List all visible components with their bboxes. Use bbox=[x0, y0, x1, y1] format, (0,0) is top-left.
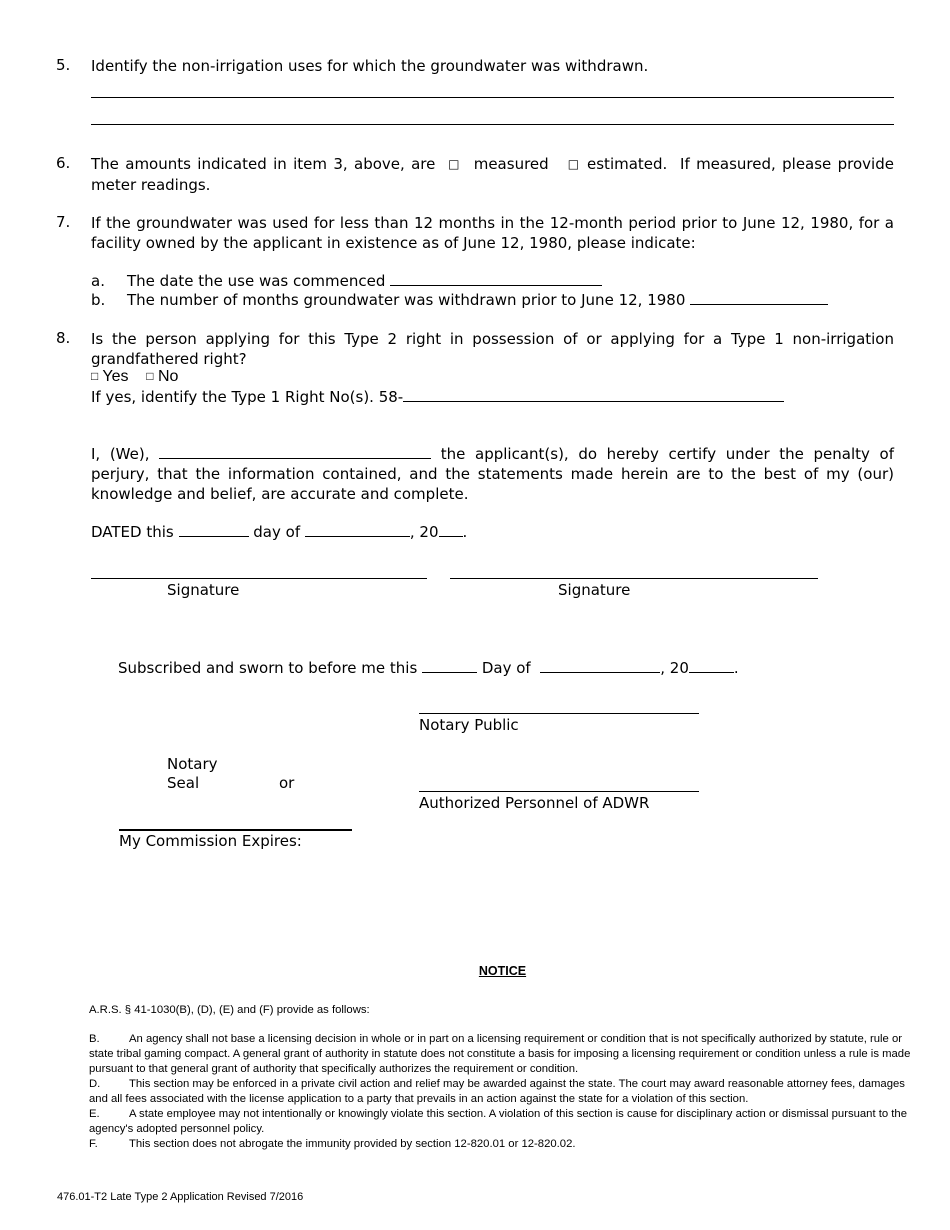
notice-item-f bbox=[89, 1137, 916, 1152]
item-7a-text: The date the use was commenced bbox=[127, 272, 386, 290]
item-7a bbox=[91, 271, 602, 291]
item-6-number: 6. bbox=[56, 154, 71, 172]
no-checkbox[interactable]: □ bbox=[146, 369, 154, 383]
date-commenced-field[interactable] bbox=[390, 271, 602, 286]
months-withdrawn-field[interactable] bbox=[690, 290, 828, 305]
notice-item-d-text: This section may be enforced in a private civil action and relief may be awarded against the state. The court may award reasonable attorney fees, damages and all fees associated with the license application to a party that prevails in an action against the state for a violation of this section. bbox=[89, 1078, 905, 1105]
measured-checkbox[interactable]: □ bbox=[448, 157, 462, 171]
no-label: No bbox=[158, 368, 179, 385]
dated-year-prefix: , 20 bbox=[409, 523, 439, 541]
notice-item-d-label: D. bbox=[89, 1078, 101, 1090]
certification-statement bbox=[91, 444, 894, 504]
item-7-number: 7. bbox=[56, 213, 71, 231]
item-7b bbox=[91, 290, 828, 310]
notice-title: NOTICE bbox=[478, 964, 527, 978]
signature-label-2: Signature bbox=[558, 581, 631, 599]
cert-post: the applicant(s), do hereby certify under the penalty of perjury, that the information contained, and the statements made herein are to the best of my (our) knowledge and belief, are accurate and complete. bbox=[91, 445, 894, 503]
item-7b-label: b. bbox=[91, 291, 106, 309]
dated-pre: DATED this bbox=[91, 523, 174, 541]
sworn-mid: Day of bbox=[481, 659, 531, 677]
dated-month-field[interactable] bbox=[305, 522, 410, 537]
form-footer: 476.01-T2 Late Type 2 Application Revised 7/2016 bbox=[57, 1191, 304, 1203]
type1-right-label: If yes, identify the Type 1 Right No(s). 58- bbox=[91, 388, 404, 406]
item-7-question: If the groundwater was used for less than 12 months in the 12-month period prior to June 12, 1980, for a facility owned by the applicant in existence as of June 12, 1980, please indicate: bbox=[91, 214, 894, 252]
commission-label: My Commission Expires: bbox=[119, 832, 302, 850]
dated-year-field[interactable] bbox=[439, 522, 463, 537]
item-6-question bbox=[91, 154, 894, 195]
dated-mid: day of bbox=[253, 523, 301, 541]
notice-item-e bbox=[89, 1107, 916, 1137]
sworn-year-field[interactable] bbox=[689, 658, 734, 673]
applicant-name-field[interactable] bbox=[159, 444, 431, 459]
adwr-line[interactable] bbox=[419, 791, 699, 792]
notary-seal-line2: Seal bbox=[167, 774, 200, 792]
item-5-answer-line-2[interactable] bbox=[91, 124, 894, 125]
dated-row bbox=[91, 522, 467, 542]
dated-end: . bbox=[462, 523, 468, 541]
estimated-label: estimated. bbox=[587, 155, 668, 173]
sworn-day-field[interactable] bbox=[422, 658, 477, 673]
type1-right-row bbox=[91, 387, 784, 407]
yes-checkbox[interactable]: □ bbox=[91, 369, 99, 383]
measured-label: measured bbox=[473, 155, 549, 173]
notary-public-line[interactable] bbox=[419, 713, 699, 714]
item-7b-text: The number of months groundwater was withdrawn prior to June 12, 1980 bbox=[127, 291, 686, 309]
item-5-question: Identify the non-irrigation uses for which the groundwater was withdrawn. bbox=[91, 57, 649, 75]
notary-seal-line1: Notary bbox=[167, 755, 218, 773]
notice-item-f-label: F. bbox=[89, 1138, 98, 1150]
item-8-question: Is the person applying for this Type 2 right in possession of or applying for a Type 1 non-irrigation grandfathered right? bbox=[91, 330, 894, 368]
item-8-options bbox=[91, 367, 178, 387]
commission-line[interactable] bbox=[119, 829, 352, 831]
item-5-answer-line-1[interactable] bbox=[91, 97, 894, 98]
sworn-month-field[interactable] bbox=[540, 658, 660, 673]
notice-item-e-text: A state employee may not intentionally or knowingly violate this section. A violation of this section is cause for disciplinary action or dismissal pursuant to the agency's adopted personnel policy. bbox=[89, 1108, 908, 1135]
sworn-end: . bbox=[733, 659, 739, 677]
sworn-row bbox=[118, 658, 739, 678]
notice-item-b-label: B. bbox=[89, 1033, 100, 1045]
notice-item-f-text: This section does not abrogate the immunity provided by section 12-820.01 or 12-820.02. bbox=[129, 1138, 576, 1150]
item-8-number: 8. bbox=[56, 329, 71, 347]
notary-public-label: Notary Public bbox=[419, 716, 519, 734]
item-6-text-pre: The amounts indicated in item 3, above, are bbox=[91, 155, 436, 173]
notice-intro: A.R.S. § 41-1030(B), (D), (E) and (F) provide as follows: bbox=[89, 1004, 370, 1016]
yes-label: Yes bbox=[102, 368, 129, 385]
item-7a-label: a. bbox=[91, 272, 105, 290]
sworn-year-prefix: , 20 bbox=[660, 659, 689, 677]
signature-label-1: Signature bbox=[167, 581, 240, 599]
notice-item-e-label: E. bbox=[89, 1108, 100, 1120]
notice-item-d bbox=[89, 1077, 916, 1107]
notary-or: or bbox=[279, 774, 295, 792]
signature-line-1[interactable] bbox=[91, 578, 427, 579]
adwr-label: Authorized Personnel of ADWR bbox=[419, 794, 650, 812]
notice-item-b-text: An agency shall not base a licensing decision in whole or in part on a licensing requirement or condition that is not specifically authorized by statute, rule or state tribal gaming compact. A general grant of authority in statute does not constitute a basis for imposing a licensing requirement or condition unless a rule is made pursuant to that general grant of authority that specifically authorizes the requirement or condition. bbox=[89, 1033, 911, 1075]
item-5-number: 5. bbox=[56, 56, 71, 74]
signature-line-2[interactable] bbox=[450, 578, 818, 579]
type1-right-number-field[interactable] bbox=[403, 387, 784, 402]
dated-day-field[interactable] bbox=[179, 522, 249, 537]
notice-item-b bbox=[89, 1032, 916, 1077]
item-6-text-post: If measured, please provide meter readings. bbox=[91, 155, 894, 194]
sworn-pre: Subscribed and sworn to before me this bbox=[118, 659, 418, 677]
estimated-checkbox[interactable]: □ bbox=[567, 157, 581, 171]
cert-pre: I, (We), bbox=[91, 445, 150, 463]
